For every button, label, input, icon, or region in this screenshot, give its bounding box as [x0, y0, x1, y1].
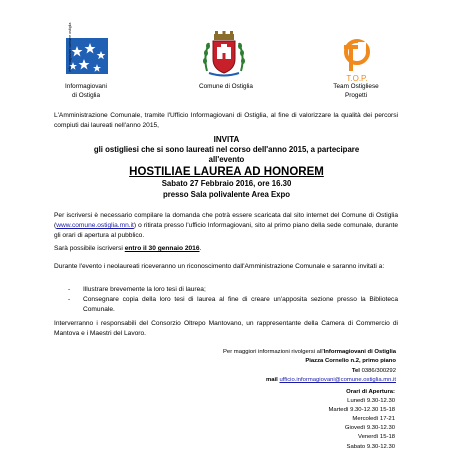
invite-line2: all'evento — [208, 155, 245, 164]
recognition-paragraph: Durante l'evento i neolaureati riceveranno un riconoscimento dall'Amministrazione Comunale e saranno invitati a: — [54, 263, 385, 270]
opening-hours — [305, 388, 395, 452]
tel-number: 0386/300292 — [359, 367, 396, 374]
event-title: HOSTILIAE LAUREA AD HONOREM — [129, 166, 324, 178]
contact-tel — [96, 367, 396, 376]
top-logo-text: T.O.P. — [346, 74, 368, 83]
top-caption-line2: Progetti — [344, 91, 368, 99]
mail-label: mail — [266, 376, 280, 383]
hours-line: Sabato 9.30-12.30 — [346, 443, 395, 450]
contact-mail — [96, 376, 396, 385]
hours-line: Martedì 9.30-12.30 15-18 — [328, 407, 395, 414]
contact-block — [96, 348, 396, 385]
intro-paragraph: L'Amministrazione Comunale, tramite l'Ufficio Informagiovani di Ostiglia, al fine di valorizzare la qualità dei percorsi compiuti dai laureati nell'anno 2015, — [54, 112, 398, 130]
informagiovani-vertical-text: informagiovani comune ostiglia — [68, 22, 72, 72]
hours-line: Lunedì 9.30-12.30 — [347, 398, 395, 405]
tel-label: Tel — [351, 367, 360, 374]
informagiovani-caption-line2: di Ostiglia — [71, 91, 101, 99]
deadline-text: Sarà possibile iscriversi — [54, 245, 125, 252]
comune-website-link[interactable]: www.comune.ostiglia.mn.it — [56, 222, 134, 230]
hours-line: Giovedì 9.30-12.30 — [344, 425, 395, 432]
bullet-item-2: Consegnare copia della loro tesi di laurea al fine di creare un'apposita sezione presso la Biblioteca Comunale. — [83, 296, 398, 314]
informagiovani-logo — [57, 22, 109, 75]
deadline-date: entro il 30 gennaio 2016 — [124, 245, 200, 252]
informagiovani-caption-line1: Informagiovani — [65, 83, 107, 90]
contact-line1 — [96, 348, 396, 357]
contact-intro: Per maggiori informazioni rivolgersi all' — [223, 349, 324, 355]
registration-paragraph — [54, 211, 398, 242]
speakers-paragraph: Interverranno i responsabili del Consorzio Oltrepo Mantovano, un rappresentante della Camera di Commercio di Mantova e i Maestri del Lavoro. — [54, 320, 398, 338]
event-date: Sabato 27 Febbraio 2016, ore 16.30 — [161, 179, 292, 188]
hours-line: Venerdì 15-18 — [357, 434, 395, 441]
bullet-marker-1: - — [68, 286, 71, 293]
comune-crest-logo — [199, 31, 249, 77]
hours-title: Orari di Apertura: — [346, 389, 395, 395]
deadline-paragraph — [54, 244, 398, 254]
bullet-item-1: Illustrare brevemente la loro tesi di laurea; — [83, 286, 206, 293]
top-caption — [314, 83, 398, 100]
bullet-marker-2: - — [68, 296, 71, 303]
informagiovani-caption — [48, 83, 124, 100]
mail-link[interactable]: ufficio.informagiovani@comune.ostiglia.mn.it — [279, 376, 396, 383]
invite-word: INVITA — [213, 135, 240, 144]
event-place: presso Sala polivalente Area Expo — [162, 190, 291, 199]
top-caption-line1: Team Ostigliese — [333, 83, 379, 90]
registration-text-start: Per iscriversi è necessario compilare la domanda che potrà essere scaricata dal sito internet del Comune di Ostiglia ( — [54, 212, 398, 230]
registration-text-end: ) o ritirata presso l'ufficio Informagiovani, sito al primo piano della sede comunale, durante gli orari di apertura al pubblico. — [54, 222, 398, 240]
deadline-end: . — [199, 245, 202, 252]
contact-office: Informagiovani di Ostiglia — [323, 349, 396, 355]
comune-caption: Comune di Ostiglia — [199, 83, 253, 90]
contact-address: Piazza Cornelio n.2, primo piano — [305, 358, 396, 365]
hours-line: Mercoledì 17-21 — [352, 416, 395, 423]
top-logo — [338, 37, 376, 75]
invite-line1: gli ostigliesi che si sono laureati nel corso dell'anno 2015, a partecipare — [93, 145, 360, 154]
